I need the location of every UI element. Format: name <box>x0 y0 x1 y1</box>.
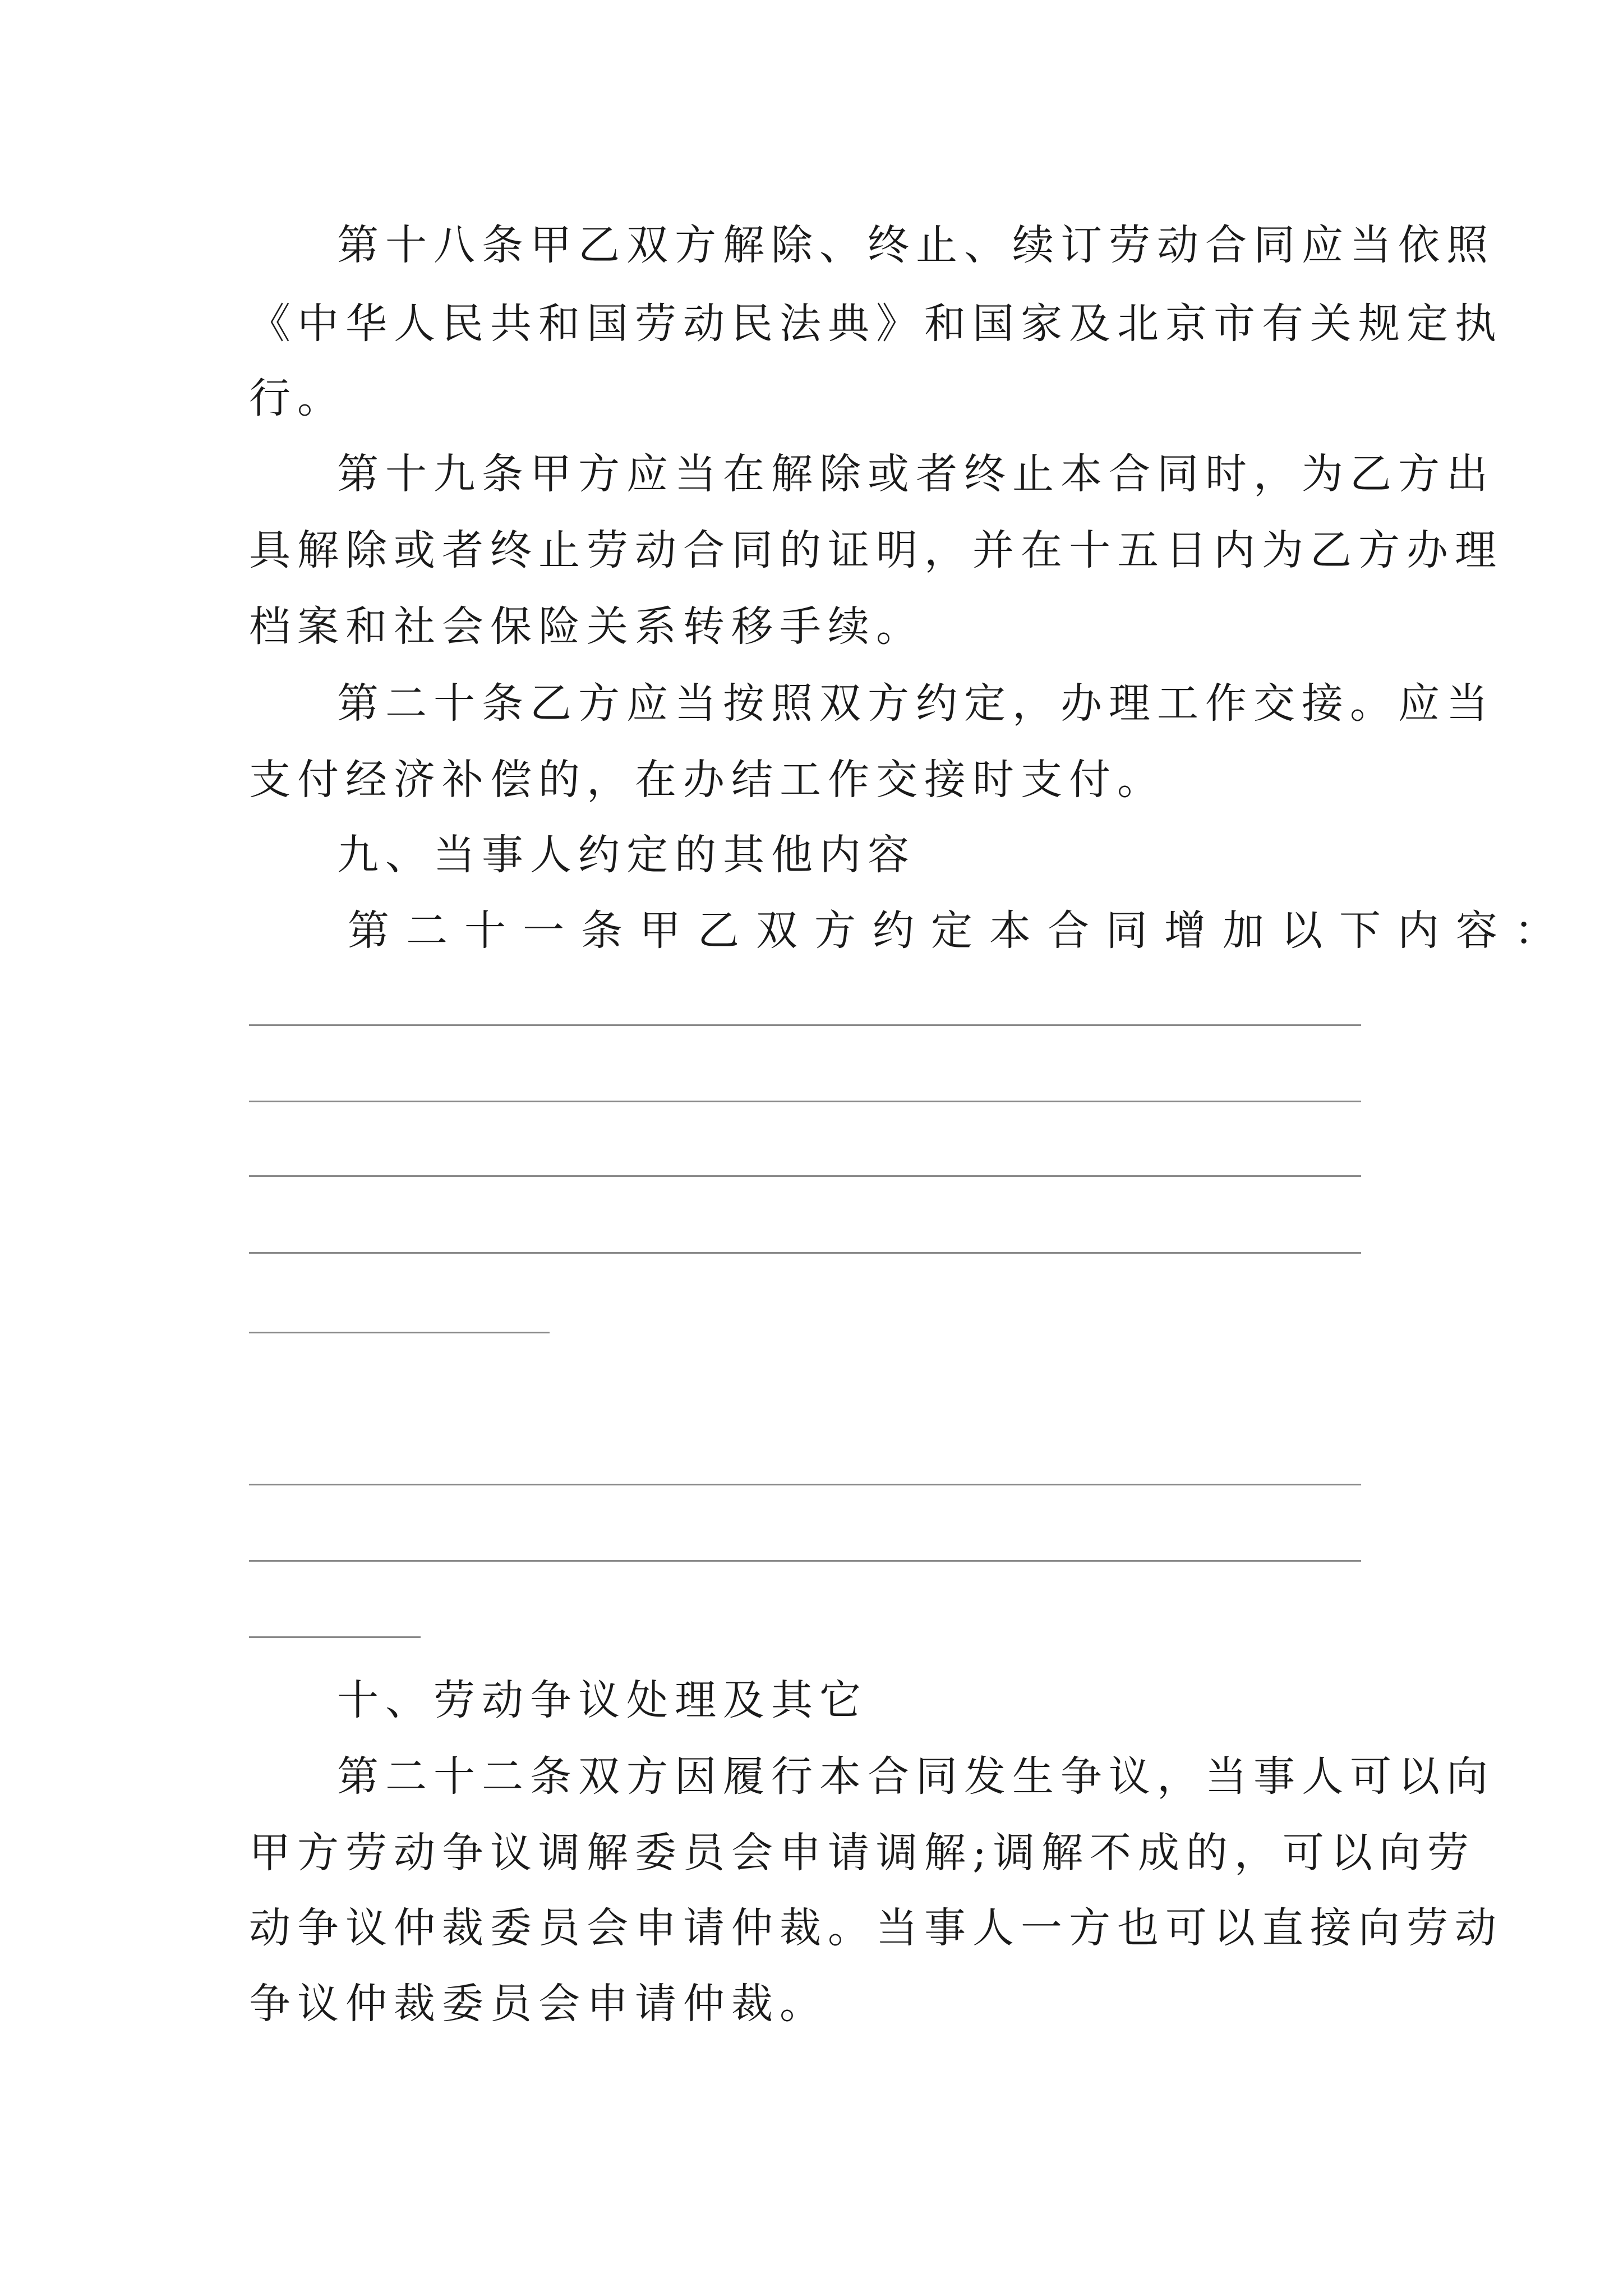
article-18-line-1: 第十八条甲乙双方解除、终止、续订劳动合同应当依照 <box>337 221 1495 269</box>
article-22-line-2: 甲方劳动争议调解委员会申请调解;调解不成的，可以向劳 <box>249 1829 1476 1877</box>
blank-fill-line-1 <box>249 1024 1361 1026</box>
article-19-line-1: 第十九条甲方应当在解除或者终止本合同时，为乙方出 <box>337 450 1495 498</box>
article-19-line-3: 档案和社会保险关系转移手续。 <box>249 602 924 651</box>
blank-fill-line-3 <box>249 1175 1361 1177</box>
article-22-line-3: 动争议仲裁委员会申请仲裁。当事人一方也可以直接向劳动 <box>249 1904 1503 1952</box>
blank-fill-line-7 <box>249 1560 1361 1562</box>
blank-fill-line-4 <box>249 1252 1361 1254</box>
article-20-line-1: 第二十条乙方应当按照双方约定，办理工作交接。应当 <box>337 679 1495 728</box>
blank-fill-line-2 <box>249 1101 1361 1102</box>
article-22-line-4: 争议仲裁委员会申请仲裁。 <box>249 1980 828 2028</box>
blank-fill-line-6 <box>249 1484 1361 1485</box>
section-10-heading: 十、劳动争议处理及其它 <box>337 1676 868 1724</box>
blank-fill-line-5 <box>249 1332 550 1333</box>
article-18-line-2: 《中华人民共和国劳动民法典》和国家及北京市有关规定执 <box>249 300 1503 348</box>
blank-fill-line-8 <box>249 1636 421 1638</box>
section-9-heading: 九、当事人约定的其他内容 <box>337 831 916 879</box>
article-20-line-2: 支付经济补偿的，在办结工作交接时支付。 <box>249 756 1165 804</box>
article-18-line-3: 行。 <box>249 374 345 422</box>
article-22-line-1: 第二十二条双方因履行本合同发生争议，当事人可以向 <box>337 1752 1495 1801</box>
article-21-line-1: 第二十一条甲乙双方约定本合同增加以下内容： <box>348 907 1573 955</box>
article-19-line-2: 具解除或者终止劳动合同的证明，并在十五日内为乙方办理 <box>249 526 1503 574</box>
